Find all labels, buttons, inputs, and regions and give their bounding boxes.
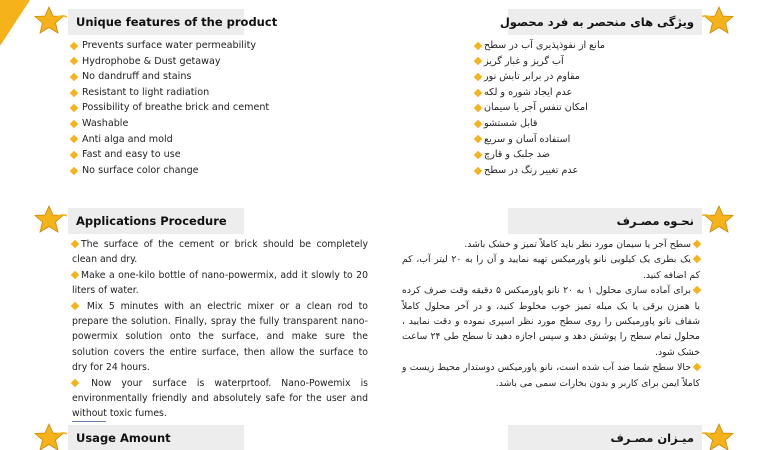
list-item-text: مقاوم در برابر تابش نور bbox=[484, 71, 580, 83]
list-item bbox=[68, 147, 368, 163]
list-item-text: Resistant to light radiation bbox=[82, 86, 210, 98]
paragraph bbox=[72, 268, 368, 299]
list-item-text: No dandruff and stains bbox=[82, 71, 192, 83]
paragraph-text: سطح آجر یا سیمان مورد نظر باید کاملاً تمیز و خشک باشد. bbox=[464, 239, 691, 250]
paragraph-text: حالا سطح شما ضد آب شده است، نانو پاورمیکس دوستدار محیط زیست و کاملاً ایمن برای کاربر و بدون بخارات سمی می باشد. bbox=[402, 362, 700, 389]
features-title-fa: ویژگی های منحصر به فرد محصول bbox=[508, 9, 702, 35]
procedure-text-fa bbox=[402, 237, 700, 391]
diamond-bullet-icon bbox=[70, 88, 78, 96]
list-item-text: Prevents surface water permeability bbox=[82, 40, 257, 51]
list-item bbox=[68, 100, 368, 116]
procedure-title-en: Applications Procedure bbox=[68, 208, 244, 234]
list-item bbox=[470, 100, 701, 116]
list-item bbox=[470, 38, 701, 54]
list-item-text: Possibility of breathe brick and cement bbox=[82, 102, 270, 114]
diamond-bullet-icon bbox=[70, 120, 78, 128]
diamond-bullet-icon bbox=[474, 135, 482, 143]
diamond-bullet-icon bbox=[474, 73, 482, 81]
list-item bbox=[68, 163, 368, 179]
list-item-text: قابل شستشو bbox=[484, 117, 538, 129]
diamond-bullet-icon bbox=[70, 151, 78, 159]
star-icon bbox=[34, 5, 68, 35]
paragraph-text: Mix 5 minutes with an electric mixer or a clean rod to prepare the solution. Finally, spray the fully transparent nano-powermix solution onto the surface, and make sure the solution covers the entire surface, then allow the surface to dry for 24 hours. bbox=[72, 300, 368, 374]
corner-accent bbox=[0, 0, 30, 46]
features-title-en: Unique features of the product bbox=[68, 9, 244, 35]
paragraph bbox=[72, 299, 368, 376]
list-item bbox=[68, 38, 368, 54]
paragraph-text: یک بطری یک کیلویی نانو پاورمیکس تهیه نمایید و آن را به ۲۰ لیتر آب، کم کم اضافه کنید. bbox=[402, 254, 700, 281]
paragraph bbox=[402, 360, 700, 391]
list-item bbox=[68, 116, 368, 132]
list-item bbox=[68, 85, 368, 101]
diamond-bullet-icon bbox=[71, 378, 79, 386]
diamond-bullet-icon bbox=[474, 57, 482, 65]
star-icon bbox=[34, 204, 68, 234]
diamond-bullet-icon bbox=[70, 166, 78, 174]
list-item bbox=[68, 132, 368, 148]
list-item-text: No surface color change bbox=[82, 164, 199, 176]
list-item-text: امکان تنفس آجر یا سیمان bbox=[484, 102, 588, 114]
star-icon bbox=[700, 422, 734, 450]
diamond-bullet-icon bbox=[474, 42, 482, 50]
list-item bbox=[68, 54, 368, 70]
list-item bbox=[470, 132, 701, 148]
list-item-text: ضد جلبک و قارچ bbox=[484, 149, 550, 161]
usage-title-en: Usage Amount bbox=[68, 425, 244, 450]
diamond-bullet-icon bbox=[693, 286, 701, 294]
list-item-text: Fast and easy to use bbox=[82, 149, 181, 161]
features-list-fa bbox=[470, 38, 701, 178]
paragraph-text: Now your surface is waterprtoof. Nano-Powemix is environmentally friendly and absolutely safe for the user and without toxic fumes. bbox=[72, 377, 368, 420]
list-item bbox=[68, 69, 368, 85]
list-item-text: Washable bbox=[82, 117, 129, 129]
diamond-bullet-icon bbox=[70, 104, 78, 112]
star-icon bbox=[700, 204, 734, 234]
usage-title-fa: میـزان مصـرف bbox=[508, 425, 702, 450]
diamond-bullet-icon bbox=[693, 255, 701, 263]
diamond-bullet-icon bbox=[71, 240, 79, 248]
diamond-bullet-icon bbox=[474, 88, 482, 96]
list-item bbox=[470, 116, 701, 132]
paragraph bbox=[402, 252, 700, 283]
paragraph-text: The surface of the cement or brick should be completely clean and dry. bbox=[72, 239, 368, 266]
paragraph bbox=[72, 237, 368, 268]
list-item bbox=[470, 69, 701, 85]
list-item bbox=[470, 54, 701, 70]
diamond-bullet-icon bbox=[693, 363, 701, 371]
features-list-en bbox=[68, 38, 368, 178]
list-item-text: عدم ایجاد شوره و لکه bbox=[484, 86, 573, 98]
list-item-text: عدم تغییر رنگ در سطح bbox=[484, 164, 579, 176]
diamond-bullet-icon bbox=[693, 240, 701, 248]
diamond-bullet-icon bbox=[70, 42, 78, 50]
procedure-title-fa: نحـوه مصـرف bbox=[508, 208, 702, 234]
paragraph bbox=[72, 376, 368, 422]
paragraph bbox=[402, 237, 700, 252]
diamond-bullet-icon bbox=[474, 104, 482, 112]
list-item bbox=[470, 85, 701, 101]
list-item-text: Hydrophobe & Dust getaway bbox=[82, 55, 221, 67]
list-item bbox=[470, 163, 701, 179]
paragraph-text: برای آماده سازی محلول ۱ به ۲۰ نانو پاورمیکس ۵ دقیقه وقت صرف کرده یا همزن برقی یا یک میله تمیز خوب مخلوط کنید، و در آخر محلول کاملاً شفاف نانو پاورمیکس را روی سطح مورد نظر اسپری نموده و دقت نمایید ، محلول تمام سطح را پوشش دهد و سپس اجازه دهید تا سطح طی ۲۴ ساعت خشک شود. bbox=[402, 285, 700, 358]
list-item-text: Anti alga and mold bbox=[82, 133, 173, 145]
diamond-bullet-icon bbox=[71, 301, 79, 309]
section-divider bbox=[72, 421, 106, 422]
diamond-bullet-icon bbox=[70, 57, 78, 65]
list-item-text: آب گریز و غبار گریز bbox=[484, 55, 564, 67]
diamond-bullet-icon bbox=[474, 166, 482, 174]
star-icon bbox=[700, 5, 734, 35]
procedure-text-en bbox=[72, 237, 368, 422]
diamond-bullet-icon bbox=[474, 151, 482, 159]
diamond-bullet-icon bbox=[70, 135, 78, 143]
star-icon bbox=[34, 422, 68, 450]
diamond-bullet-icon bbox=[71, 271, 79, 279]
paragraph-text: Make a one-kilo bottle of nano-powermix, add it slowly to 20 liters of water. bbox=[72, 269, 368, 297]
diamond-bullet-icon bbox=[70, 73, 78, 81]
paragraph bbox=[402, 283, 700, 360]
list-item-text: مانع از نفوذپذیری آب در سطح bbox=[484, 40, 606, 51]
list-item-text: استفاده آسان و سریع bbox=[484, 133, 571, 145]
list-item bbox=[470, 147, 701, 163]
diamond-bullet-icon bbox=[474, 120, 482, 128]
